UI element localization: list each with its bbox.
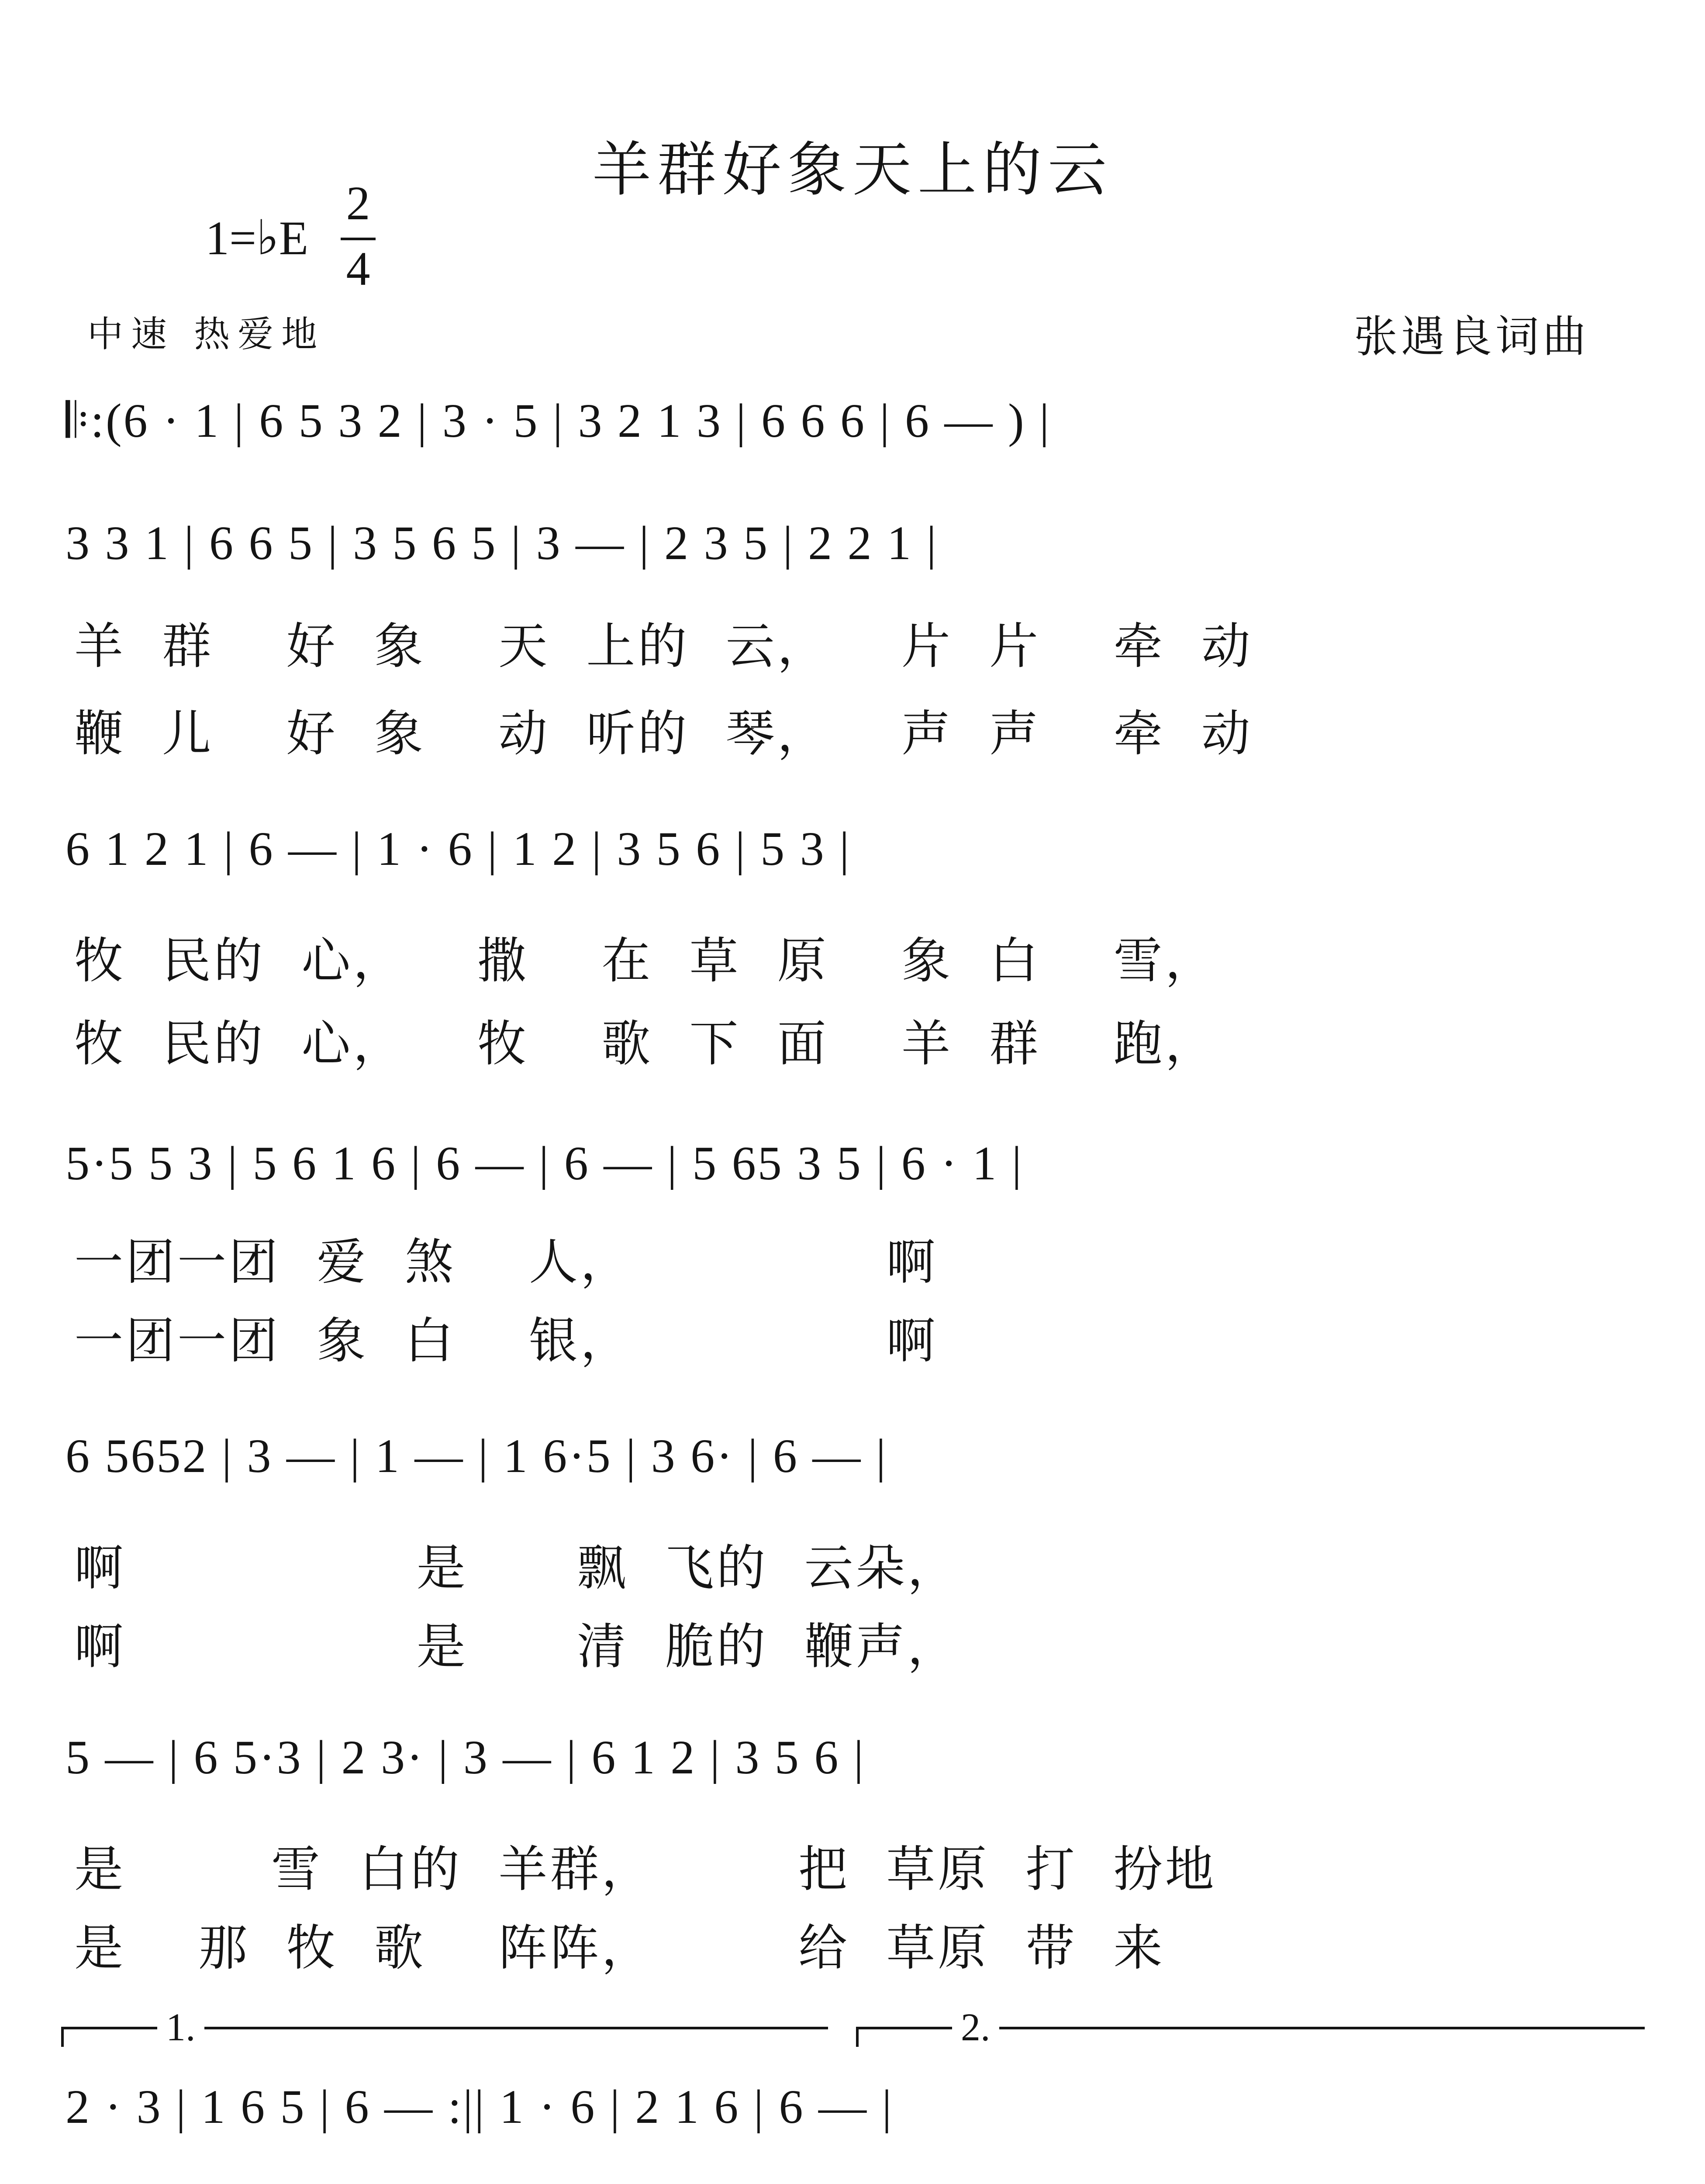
lyric-line-3-verse-2: 一团一团 象 白 银， 啊 — [74, 1313, 938, 1369]
lyric-line-2-verse-2: 牧 民的 心， 牧 歌 下 面 羊 群 跑， — [74, 1016, 1217, 1072]
volta-label-1: 1. — [157, 2005, 204, 2050]
lyric-line-5-verse-1: 是 雪 白的 羊群， 把 草原 打 扮地 — [74, 1841, 1217, 1898]
notation-line-3: 6 1 2 1 | 6 — | 1 · 6 | 1 2 | 3 5 6 | 5 3 | — [66, 822, 851, 875]
notation-line-1: 𝄆:(6 · 1 | 6 5 3 2 | 3 · 5 | 3 2 1 3 | 6 6 6 | 6 — ) | — [66, 394, 1051, 447]
lyric-line-3-verse-1: 一团一团 爱 煞 人， 啊 — [74, 1234, 938, 1291]
page-title: 羊群好象天上的云 — [592, 135, 1113, 204]
composer-credit: 张遇良词曲 — [1354, 311, 1590, 362]
lyric-line-2-verse-1: 牧 民的 心， 撒 在 草 原 象 白 雪， — [74, 933, 1217, 989]
lyric-line-6-verse-1 — [74, 2180, 1673, 2184]
notation-line-6: 5 — | 6 5·3 | 2 3· | 3 — | 6 1 2 | 3 5 6 | — [66, 1731, 865, 1784]
notation-line-4: 5·5 5 3 | 5 6 1 6 | 6 — | 6 — | 5 65 3 5 | 6 · 1 | — [66, 1137, 1023, 1190]
time-signature — [341, 176, 376, 301]
lyric-line-1-verse-2: 鞭 儿 好 象 动 听的 琴， 声 声 牵 动 — [74, 705, 1253, 762]
key-signature: 1=♭E — [205, 211, 309, 265]
notation-line-5: 6 5652 | 3 — | 1 — | 1 6·5 | 3 6· | 6 — | — [66, 1429, 887, 1482]
notation-line-2: 3 3 1 | 6 6 5 | 3 5 6 5 | 3 — | 2 3 5 | 2 2 1 | — [66, 516, 938, 570]
lyric-line-1-verse-1: 羊 群 好 象 天 上的 云， 片 片 牵 动 — [74, 618, 1253, 675]
lyric-line-4-verse-1: 啊 是 飘 飞的 云朵， — [74, 1540, 959, 1597]
time-signature-top: 2 — [346, 176, 370, 230]
volta-label-2: 2. — [952, 2005, 999, 2050]
time-signature-bottom: 4 — [346, 242, 370, 295]
tempo-marking: 中速 热爱地 — [87, 314, 325, 355]
lyric-line-5-verse-2: 是 那 牧 歌 阵阵， 给 草原 带 来 — [74, 1920, 1165, 1977]
lyric-line-4-verse-2: 啊 是 清 脆的 鞭声， — [74, 1618, 959, 1675]
notation-line-7: 2 · 3 | 1 6 5 | 6 — :|| 1 · 6 | 2 1 6 | 6 — | — [66, 2080, 894, 2133]
time-signature-divider — [341, 238, 376, 240]
